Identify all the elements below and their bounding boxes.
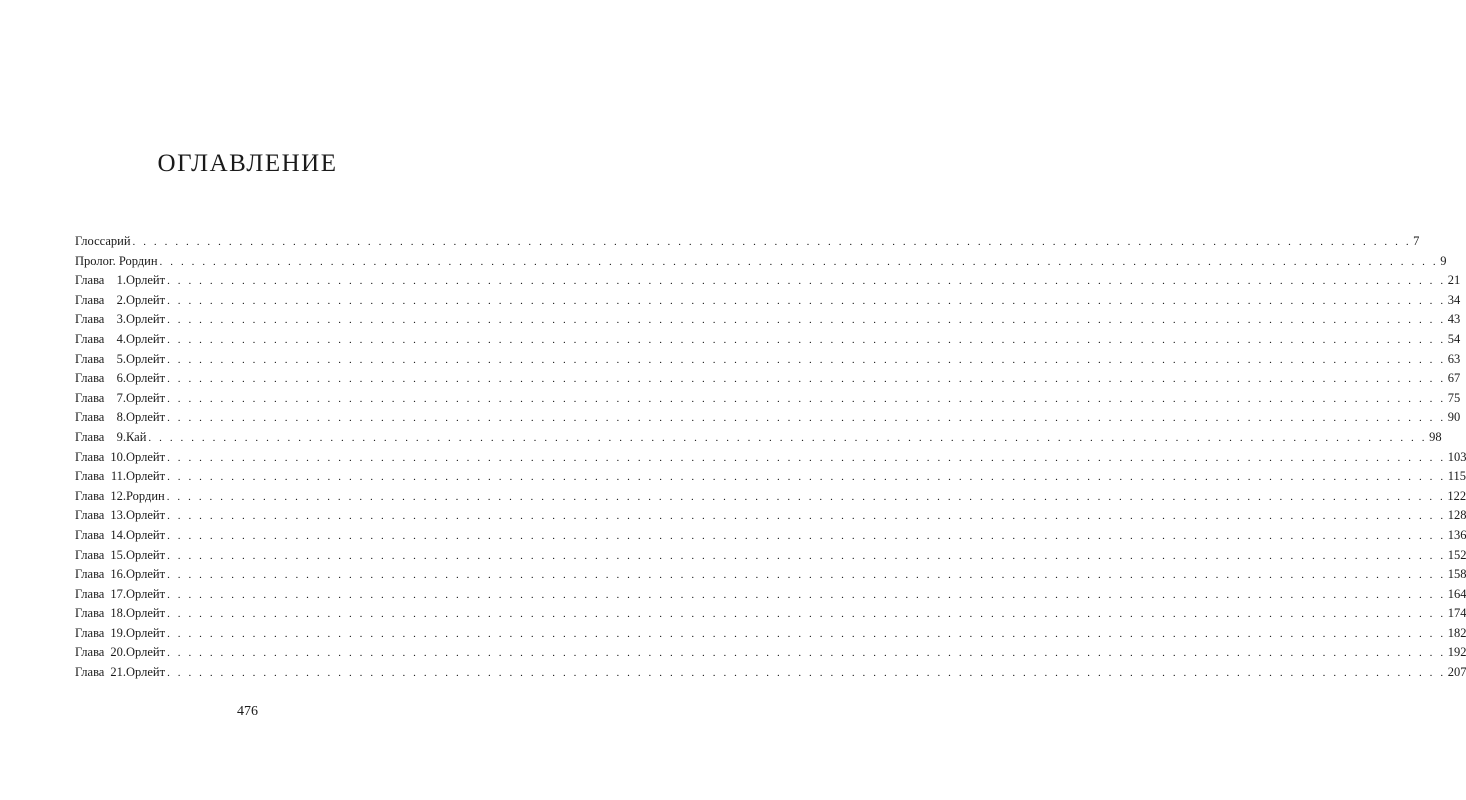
toc-entry-number: 9. [116, 429, 126, 444]
toc-entry-prefix: Глава [75, 508, 105, 523]
toc-leader-dots: . . . . . . . . . . . . . . . . . . . . . . . . . . . . . . . . . . . . . . . . . . . . . . . . . . . . . . . . . . . . . . . . . . . . . . . . . . . . . . . . . . . . . . . . . . . . . . . . . . . . . . . . . . . . . . . . . . . . . . . . [167, 510, 1446, 523]
toc-entry-title: Орлейт [126, 625, 166, 640]
toc-entry-title: Рордин [126, 488, 165, 503]
toc-entry-number: 7. [116, 390, 126, 405]
toc-entry-page: 136 [1447, 527, 1466, 542]
toc-entry-number: 1. [116, 273, 126, 288]
toc-leader-dots: . . . . . . . . . . . . . . . . . . . . . . . . . . . . . . . . . . . . . . . . . . . . . . . . . . . . . . . . . . . . . . . . . . . . . . . . . . . . . . . . . . . . . . . . . . . . . . . . . . . . . . . . . . . . . . . . . . . . . . . . [167, 275, 1446, 288]
toc-leader-dots: . . . . . . . . . . . . . . . . . . . . . . . . . . . . . . . . . . . . . . . . . . . . . . . . . . . . . . . . . . . . . . . . . . . . . . . . . . . . . . . . . . . . . . . . . . . . . . . . . . . . . . . . . . . . . . . . . . . . . . . . [159, 255, 1439, 268]
toc-entry-prefix: Глава [75, 390, 105, 405]
toc-entry-number: 19. [110, 625, 126, 640]
toc-entry-page: 90 [1447, 410, 1461, 425]
toc-entry-page: 34 [1447, 292, 1461, 307]
toc-entry-prefix: Глава [75, 292, 105, 307]
toc-entry [75, 467, 1466, 487]
toc-entry-page: 103 [1447, 449, 1466, 464]
toc-entry-title: Кай [126, 429, 147, 444]
toc-entry-prefix: Глава [75, 331, 105, 346]
toc-entry-page: 158 [1447, 567, 1466, 582]
toc-entry-number: 8. [116, 410, 126, 425]
toc-entry-page: 7 [1413, 234, 1420, 248]
toc-leader-dots: . . . . . . . . . . . . . . . . . . . . . . . . . . . . . . . . . . . . . . . . . . . . . . . . . . . . . . . . . . . . . . . . . . . . . . . . . . . . . . . . . . . . . . . . . . . . . . . . . . . . . . . . . . . . . . . . . . . . . . . . [167, 412, 1446, 425]
toc-entry-title: Орлейт [126, 312, 166, 327]
toc-leader-dots: . . . . . . . . . . . . . . . . . . . . . . . . . . . . . . . . . . . . . . . . . . . . . . . . . . . . . . . . . . . . . . . . . . . . . . . . . . . . . . . . . . . . . . . . . . . . . . . . . . . . . . . . . . . . . . . . . . . . . . . . [167, 353, 1446, 366]
toc-entry-number: 5. [116, 351, 126, 366]
toc-leader-dots: . . . . . . . . . . . . . . . . . . . . . . . . . . . . . . . . . . . . . . . . . . . . . . . . . . . . . . . . . . . . . . . . . . . . . . . . . . . . . . . . . . . . . . . . . . . . . . . . . . . . . . . . . . . . . . . . . . . . . . . . [167, 471, 1446, 484]
toc-entry [75, 487, 1466, 507]
toc-entry-number: 13. [110, 508, 126, 523]
toc-entry [75, 310, 1461, 330]
toc-entry [75, 526, 1466, 546]
toc-entry [75, 369, 1461, 389]
toc-entry-title: Орлейт [126, 371, 166, 386]
toc-entry-page: 174 [1447, 606, 1466, 621]
toc-entry-number: 2. [116, 292, 126, 307]
toc-entry-title: Орлейт [126, 645, 166, 660]
toc-entry-prefix: Глава [75, 429, 105, 444]
toc-entry [75, 408, 1461, 428]
toc-entry-prefix: Глава [75, 410, 105, 425]
toc-entry-number: 17. [110, 586, 126, 601]
toc-entry-prefix: Глава [75, 469, 105, 484]
toc-entry [75, 389, 1461, 409]
toc-entry-page: 192 [1447, 645, 1466, 660]
toc-entry-prefix: Глава [75, 488, 105, 503]
toc-entry-page: 98 [1429, 429, 1442, 444]
toc-entry-title: Орлейт [126, 331, 166, 346]
toc-entry-page: 128 [1447, 508, 1466, 523]
toc-leader-dots: . . . . . . . . . . . . . . . . . . . . . . . . . . . . . . . . . . . . . . . . . . . . . . . . . . . . . . . . . . . . . . . . . . . . . . . . . . . . . . . . . . . . . . . . . . . . . . . . . . . . . . . . . . . . . . . . . . . . . . . . [167, 314, 1446, 327]
toc-entry [75, 585, 1466, 605]
toc-entry-prefix: Глава [75, 665, 105, 680]
toc-entry [75, 663, 1466, 683]
toc-entry-title: Орлейт [126, 449, 166, 464]
toc-entry-prefix: Глава [75, 586, 105, 601]
toc-leader-dots: . . . . . . . . . . . . . . . . . . . . . . . . . . . . . . . . . . . . . . . . . . . . . . . . . . . . . . . . . . . . . . . . . . . . . . . . . . . . . . . . . . . . . . . . . . . . . . . . . . . . . . . . . . . . . . . . . . . . . . . . [167, 294, 1446, 307]
toc-entry-title: Орлейт [126, 410, 166, 425]
toc-entry-title: Орлейт [126, 469, 166, 484]
toc-leader-dots: . . . . . . . . . . . . . . . . . . . . . . . . . . . . . . . . . . . . . . . . . . . . . . . . . . . . . . . . . . . . . . . . . . . . . . . . . . . . . . . . . . . . . . . . . . . . . . . . . . . . . . . . . . . . . . . . . . . . . . . . [167, 451, 1446, 464]
toc-leader-dots: . . . . . . . . . . . . . . . . . . . . . . . . . . . . . . . . . . . . . . . . . . . . . . . . . . . . . . . . . . . . . . . . . . . . . . . . . . . . . . . . . . . . . . . . . . . . . . . . . . . . . . . . . . . . . . . . . . . . . . . . [167, 549, 1446, 562]
toc-entry-page: 43 [1447, 312, 1461, 327]
toc-entry [75, 271, 1461, 291]
toc-leader-dots: . . . . . . . . . . . . . . . . . . . . . . . . . . . . . . . . . . . . . . . . . . . . . . . . . . . . . . . . . . . . . . . . . . . . . . . . . . . . . . . . . . . . . . . . . . . . . . . . . . . . . . . . . . . . . . . . . . . . . . . . [132, 236, 1412, 248]
toc-leader-dots: . . . . . . . . . . . . . . . . . . . . . . . . . . . . . . . . . . . . . . . . . . . . . . . . . . . . . . . . . . . . . . . . . . . . . . . . . . . . . . . . . . . . . . . . . . . . . . . . . . . . . . . . . . . . . . . . . . . . . . . . [166, 490, 1446, 503]
toc-entry-page: 207 [1447, 665, 1466, 680]
toc-entry-number: 11. [110, 469, 126, 484]
toc-entry-prefix: Глава [75, 547, 105, 562]
page-number: 476 [237, 704, 258, 719]
toc-entry [75, 643, 1466, 663]
toc-entry-title: Орлейт [126, 586, 166, 601]
toc-leader-dots: . . . . . . . . . . . . . . . . . . . . . . . . . . . . . . . . . . . . . . . . . . . . . . . . . . . . . . . . . . . . . . . . . . . . . . . . . . . . . . . . . . . . . . . . . . . . . . . . . . . . . . . . . . . . . . . . . . . . . . . . [167, 373, 1446, 386]
toc-entry-page: 75 [1447, 390, 1461, 405]
toc-entry-number: 10. [110, 449, 126, 464]
toc-entry [75, 546, 1466, 566]
toc-entry-prefix: Глава [75, 645, 105, 660]
toc-entry [75, 428, 1442, 448]
toc-entry-page: 152 [1447, 547, 1466, 562]
toc-entry-prefix: Глава [75, 527, 105, 542]
toc-entry-prefix: Глава [75, 351, 105, 366]
toc-entry-page: 122 [1447, 488, 1466, 503]
toc-entry-title: Орлейт [126, 606, 166, 621]
toc-entry [75, 232, 1420, 252]
toc-entry-title: Орлейт [126, 665, 166, 680]
toc-entry-prefix: Глава [75, 449, 105, 464]
toc-entry-page: 9 [1440, 253, 1447, 268]
toc-entry-page: 67 [1447, 371, 1461, 386]
toc-leader-dots: . . . . . . . . . . . . . . . . . . . . . . . . . . . . . . . . . . . . . . . . . . . . . . . . . . . . . . . . . . . . . . . . . . . . . . . . . . . . . . . . . . . . . . . . . . . . . . . . . . . . . . . . . . . . . . . . . . . . . . . . [167, 333, 1446, 346]
toc-entry-title: Орлейт [126, 508, 166, 523]
toc-entry [75, 506, 1466, 526]
toc-leader-dots: . . . . . . . . . . . . . . . . . . . . . . . . . . . . . . . . . . . . . . . . . . . . . . . . . . . . . . . . . . . . . . . . . . . . . . . . . . . . . . . . . . . . . . . . . . . . . . . . . . . . . . . . . . . . . . . . . . . . . . . . [167, 588, 1446, 601]
toc-entry-page: 164 [1447, 586, 1466, 601]
toc-leader-dots: . . . . . . . . . . . . . . . . . . . . . . . . . . . . . . . . . . . . . . . . . . . . . . . . . . . . . . . . . . . . . . . . . . . . . . . . . . . . . . . . . . . . . . . . . . . . . . . . . . . . . . . . . . . . . . . . . . . . . . . . [167, 627, 1446, 640]
toc-leader-dots: . . . . . . . . . . . . . . . . . . . . . . . . . . . . . . . . . . . . . . . . . . . . . . . . . . . . . . . . . . . . . . . . . . . . . . . . . . . . . . . . . . . . . . . . . . . . . . . . . . . . . . . . . . . . . . . . . . . . . . . . [148, 431, 1428, 444]
toc-entry-title: Орлейт [126, 547, 166, 562]
toc-entry [75, 604, 1466, 624]
toc-entry-number: 21. [110, 665, 126, 680]
toc-entry-title: Орлейт [126, 292, 166, 307]
toc-entry-title: Пролог. Рордин [75, 253, 158, 268]
toc-leader-dots: . . . . . . . . . . . . . . . . . . . . . . . . . . . . . . . . . . . . . . . . . . . . . . . . . . . . . . . . . . . . . . . . . . . . . . . . . . . . . . . . . . . . . . . . . . . . . . . . . . . . . . . . . . . . . . . . . . . . . . . . [167, 569, 1446, 582]
toc-entry-title: Орлейт [126, 273, 166, 288]
toc-entry-number: 6. [116, 371, 126, 386]
toc-entry [75, 291, 1461, 311]
toc-entry-title: Орлейт [126, 527, 166, 542]
toc-entry-page: 115 [1447, 469, 1466, 484]
toc-entry [75, 252, 1447, 272]
toc-entry-number: 20. [110, 645, 126, 660]
toc-leader-dots: . . . . . . . . . . . . . . . . . . . . . . . . . . . . . . . . . . . . . . . . . . . . . . . . . . . . . . . . . . . . . . . . . . . . . . . . . . . . . . . . . . . . . . . . . . . . . . . . . . . . . . . . . . . . . . . . . . . . . . . . [167, 667, 1446, 680]
toc-entry-number: 18. [110, 606, 126, 621]
toc-entry-prefix: Глава [75, 567, 105, 582]
toc-entry [75, 330, 1461, 350]
toc-entry-title: Орлейт [126, 351, 166, 366]
toc-leader-dots: . . . . . . . . . . . . . . . . . . . . . . . . . . . . . . . . . . . . . . . . . . . . . . . . . . . . . . . . . . . . . . . . . . . . . . . . . . . . . . . . . . . . . . . . . . . . . . . . . . . . . . . . . . . . . . . . . . . . . . . . [167, 647, 1446, 660]
toc-entry-title: Глоссарий [75, 234, 131, 248]
toc-entry-number: 15. [110, 547, 126, 562]
toc-entry-title: Орлейт [126, 567, 166, 582]
toc-entry [75, 624, 1466, 644]
toc-entry-page: 21 [1447, 273, 1461, 288]
toc-entry-prefix: Глава [75, 312, 105, 327]
toc-entry [75, 565, 1466, 585]
toc-leader-dots: . . . . . . . . . . . . . . . . . . . . . . . . . . . . . . . . . . . . . . . . . . . . . . . . . . . . . . . . . . . . . . . . . . . . . . . . . . . . . . . . . . . . . . . . . . . . . . . . . . . . . . . . . . . . . . . . . . . . . . . . [167, 608, 1446, 621]
toc-entry-page: 63 [1447, 351, 1461, 366]
toc-leader-dots: . . . . . . . . . . . . . . . . . . . . . . . . . . . . . . . . . . . . . . . . . . . . . . . . . . . . . . . . . . . . . . . . . . . . . . . . . . . . . . . . . . . . . . . . . . . . . . . . . . . . . . . . . . . . . . . . . . . . . . . . [167, 529, 1446, 542]
toc-entry-number: 12. [110, 488, 126, 503]
toc-entry-number: 16. [110, 567, 126, 582]
toc-entry [75, 448, 1466, 468]
toc-entry-prefix: Глава [75, 273, 105, 288]
toc-entry-prefix: Глава [75, 625, 105, 640]
toc-entry-page: 54 [1447, 331, 1461, 346]
page-title: ОГЛАВЛЕНИЕ [157, 150, 338, 177]
toc-leader-dots: . . . . . . . . . . . . . . . . . . . . . . . . . . . . . . . . . . . . . . . . . . . . . . . . . . . . . . . . . . . . . . . . . . . . . . . . . . . . . . . . . . . . . . . . . . . . . . . . . . . . . . . . . . . . . . . . . . . . . . . . [167, 392, 1446, 405]
toc-entry-page: 182 [1447, 625, 1466, 640]
toc-entry-number: 3. [116, 312, 126, 327]
table-of-contents [75, 232, 1466, 683]
toc-entry [75, 350, 1461, 370]
toc-entry-prefix: Глава [75, 606, 105, 621]
toc-entry-title: Орлейт [126, 390, 166, 405]
toc-entry-number: 14. [110, 527, 126, 542]
toc-entry-prefix: Глава [75, 371, 105, 386]
toc-entry-number: 4. [116, 331, 126, 346]
